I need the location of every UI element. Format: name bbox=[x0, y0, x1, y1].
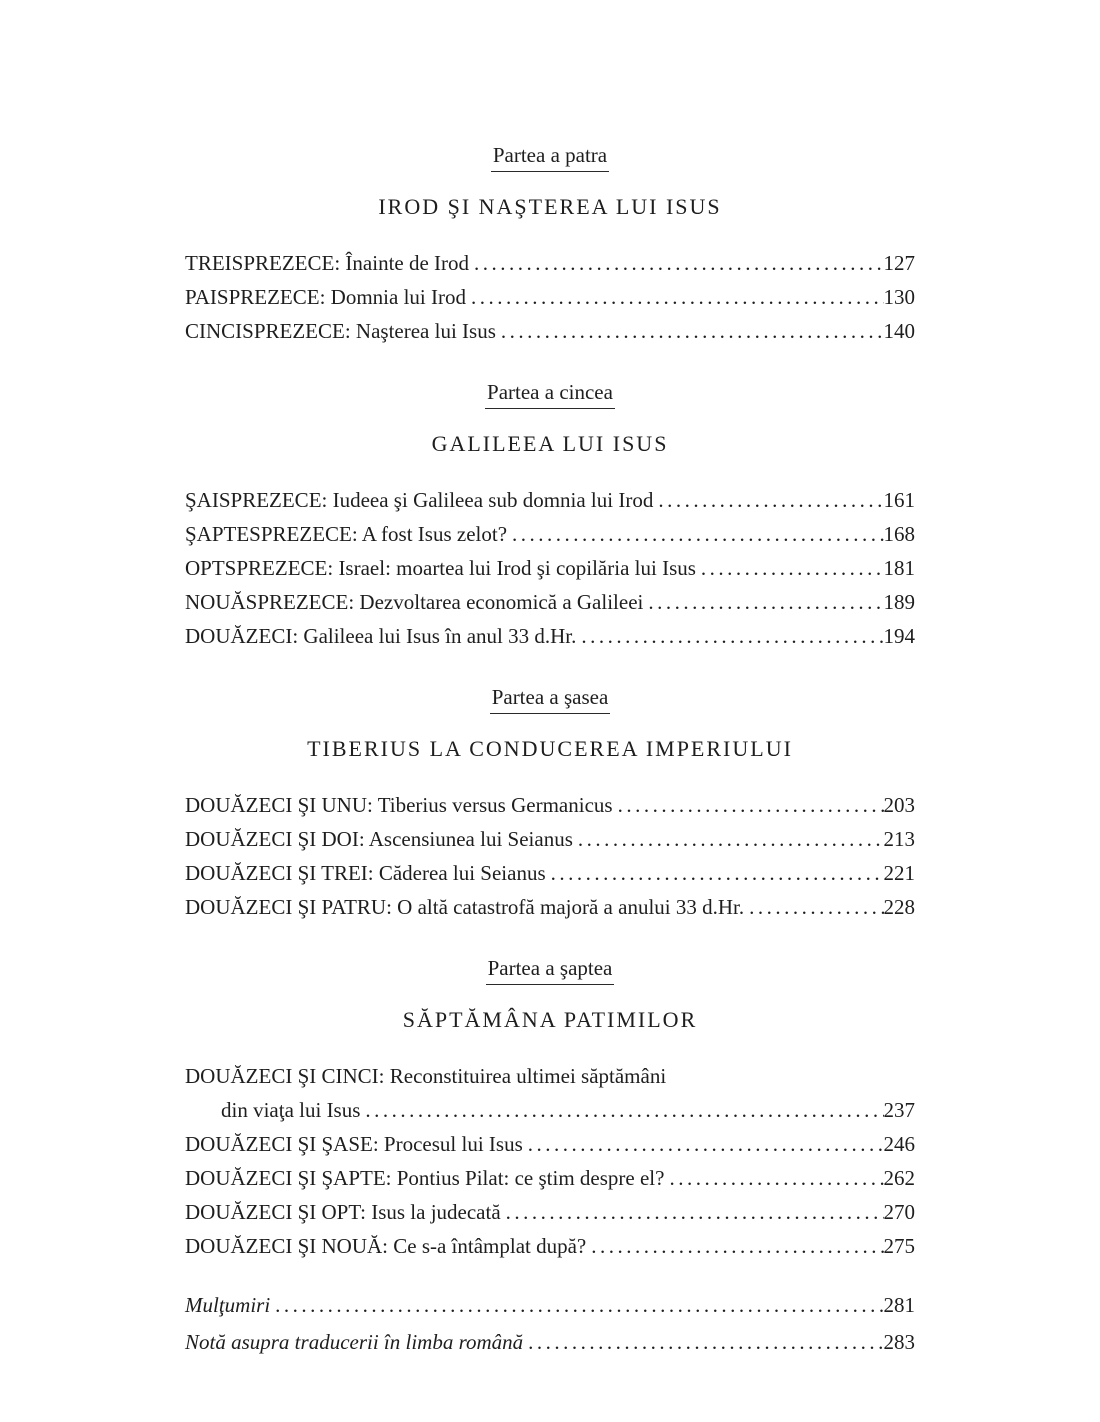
part-label-text: Partea a şasea bbox=[490, 684, 611, 714]
toc-section-5 bbox=[185, 379, 915, 653]
toc-entry bbox=[185, 822, 915, 856]
part-label-text: Partea a patra bbox=[491, 142, 609, 172]
dot-leader bbox=[578, 822, 884, 856]
part-label bbox=[185, 684, 915, 714]
toc-section-6 bbox=[185, 684, 915, 924]
part-label-text: Partea a şaptea bbox=[486, 955, 615, 985]
toc-entry-label: DOUĂZECI ŞI DOI: Ascensiunea lui Seianus bbox=[185, 827, 573, 851]
toc-entry-page: 168 bbox=[883, 522, 915, 546]
toc-entry-page: 228 bbox=[883, 895, 915, 919]
back-matter bbox=[185, 1287, 915, 1361]
toc-entry-label: DOUĂZECI ŞI ŞAPTE: Pontius Pilat: ce ştim despre el? bbox=[185, 1166, 665, 1190]
part-label bbox=[185, 955, 915, 985]
part-label-text: Partea a cincea bbox=[485, 379, 615, 409]
part-label bbox=[185, 379, 915, 409]
toc-entry-page: 213 bbox=[883, 827, 915, 851]
toc-entry-page: 262 bbox=[883, 1166, 915, 1190]
part-label bbox=[185, 142, 915, 172]
section-title: GALILEEA LUI ISUS bbox=[431, 431, 669, 456]
toc-entry bbox=[185, 1127, 915, 1161]
toc-entry-page: 246 bbox=[883, 1132, 915, 1156]
toc-entry bbox=[185, 1059, 915, 1127]
toc-entry-label: DOUĂZECI ŞI PATRU: O altă catastrofă majoră a anului 33 d.Hr. bbox=[185, 895, 745, 919]
toc-entry-label: DOUĂZECI: Galileea lui Isus în anul 33 d.Hr. bbox=[185, 624, 577, 648]
toc-entry-label: DOUĂZECI ŞI OPT: Isus la judecată bbox=[185, 1200, 501, 1224]
section-title: SĂPTĂMÂNA PATIMILOR bbox=[402, 1007, 698, 1032]
toc-entry bbox=[185, 551, 915, 585]
dot-leader bbox=[749, 890, 883, 924]
toc-entry bbox=[185, 788, 915, 822]
toc-entry-label: TREISPREZECE: Înainte de Irod bbox=[185, 251, 470, 275]
entry-list bbox=[185, 483, 915, 653]
toc-entry-label: DOUĂZECI ŞI UNU: Tiberius versus Germanicus bbox=[185, 793, 613, 817]
dot-leader bbox=[591, 1229, 883, 1263]
section-title: TIBERIUS LA CONDUCEREA IMPERIULUI bbox=[307, 736, 793, 761]
toc-entry-label: NOUĂSPREZECE: Dezvoltarea economică a Galileei bbox=[185, 590, 644, 614]
toc-entry-page: 221 bbox=[883, 861, 915, 885]
dot-leader bbox=[669, 1161, 883, 1195]
toc-entry-label: DOUĂZECI ŞI ŞASE: Procesul lui Isus bbox=[185, 1132, 523, 1156]
entry-list bbox=[185, 246, 915, 348]
back-matter-entry bbox=[185, 1287, 915, 1324]
toc-entry-page: 140 bbox=[883, 319, 915, 343]
toc-section-7 bbox=[185, 955, 915, 1263]
dot-leader bbox=[471, 280, 884, 314]
back-matter-entry bbox=[185, 1324, 915, 1361]
toc-entry bbox=[185, 1195, 915, 1229]
toc-entry-page: 130 bbox=[883, 285, 915, 309]
toc-entry-label: OPTSPREZECE: Israel: moartea lui Irod şi copilăria lui Isus bbox=[185, 556, 696, 580]
dot-leader bbox=[501, 314, 884, 348]
toc-entry bbox=[185, 585, 915, 619]
toc-entry-page: 270 bbox=[883, 1200, 915, 1224]
toc-entry bbox=[185, 246, 915, 280]
toc-entry bbox=[185, 890, 915, 924]
back-matter-page: 283 bbox=[883, 1330, 915, 1354]
toc-entry-page: 127 bbox=[883, 251, 915, 275]
toc-entry-line-2 bbox=[185, 1093, 915, 1127]
toc-section-4 bbox=[185, 142, 915, 348]
dot-leader bbox=[275, 1287, 883, 1324]
dot-leader bbox=[618, 788, 884, 822]
back-matter-page: 281 bbox=[883, 1293, 915, 1317]
toc-entry-label-continued: din viaţa lui Isus bbox=[221, 1098, 361, 1122]
toc-entry-label: PAISPREZECE: Domnia lui Irod bbox=[185, 285, 466, 309]
toc-entry bbox=[185, 856, 915, 890]
back-matter-label: Mulţumiri bbox=[185, 1293, 271, 1317]
toc-entry bbox=[185, 314, 915, 348]
dot-leader bbox=[581, 619, 883, 653]
toc-entry-page: 161 bbox=[883, 488, 915, 512]
toc-entry-page: 181 bbox=[883, 556, 915, 580]
toc-entry-page: 203 bbox=[883, 793, 915, 817]
toc-entry bbox=[185, 619, 915, 653]
toc-entry-label: DOUĂZECI ŞI CINCI: Reconstituirea ultimei săptămâni bbox=[185, 1064, 667, 1088]
toc-entry-page: 275 bbox=[883, 1234, 915, 1258]
section-title: IROD ŞI NAŞTEREA LUI ISUS bbox=[378, 194, 722, 219]
toc-entry-label: DOUĂZECI ŞI NOUĂ: Ce s-a întâmplat după? bbox=[185, 1234, 587, 1258]
toc-entry bbox=[185, 483, 915, 517]
dot-leader bbox=[365, 1093, 883, 1127]
dot-leader bbox=[658, 483, 883, 517]
toc-entry-page: 189 bbox=[883, 590, 915, 614]
dot-leader bbox=[701, 551, 884, 585]
toc-entry bbox=[185, 1161, 915, 1195]
toc-entry-page: 194 bbox=[883, 624, 915, 648]
toc-entry bbox=[185, 280, 915, 314]
toc-entry-label: DOUĂZECI ŞI TREI: Căderea lui Seianus bbox=[185, 861, 546, 885]
dot-leader bbox=[506, 1195, 884, 1229]
toc-entry bbox=[185, 1229, 915, 1263]
toc-entry bbox=[185, 517, 915, 551]
toc-entry-page: 237 bbox=[883, 1098, 915, 1122]
toc-entry-label: CINCISPREZECE: Naşterea lui Isus bbox=[185, 319, 496, 343]
toc-entry-label: ŞAISPREZECE: Iudeea şi Galileea sub domnia lui Irod bbox=[185, 488, 654, 512]
back-matter-label: Notă asupra traducerii în limba română bbox=[185, 1330, 524, 1354]
dot-leader bbox=[474, 246, 883, 280]
dot-leader bbox=[648, 585, 883, 619]
dot-leader bbox=[551, 856, 884, 890]
entry-list bbox=[185, 1059, 915, 1263]
entry-list bbox=[185, 788, 915, 924]
dot-leader bbox=[528, 1324, 883, 1361]
dot-leader bbox=[528, 1127, 884, 1161]
dot-leader bbox=[512, 517, 883, 551]
toc-entry-label: ŞAPTESPREZECE: A fost Isus zelot? bbox=[185, 522, 508, 546]
toc-entry-line-1 bbox=[185, 1059, 915, 1093]
